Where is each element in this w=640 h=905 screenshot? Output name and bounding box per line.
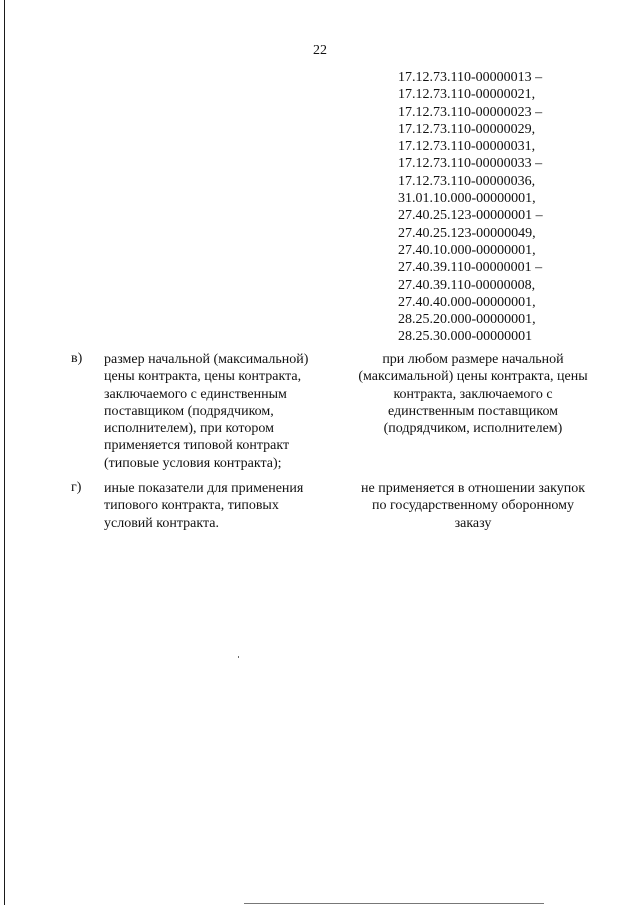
product-code: 27.40.10.000-00000001, (398, 242, 536, 258)
page-number: 22 (313, 43, 327, 58)
product-code: 17.12.73.110-00000036, (398, 173, 536, 189)
value-line: (подрядчиком, исполнителем) (383, 421, 563, 437)
value-line: заказу (454, 515, 492, 531)
criterion-line: размер начальной (максимальной) (104, 352, 309, 367)
criterion-line: заключаемого с единственным (104, 386, 287, 402)
scan-speck (238, 656, 239, 658)
criterion-line: применяется типовой контракт (104, 438, 290, 454)
item-v-criterion (104, 351, 334, 472)
item-g-marker: г) (71, 480, 82, 495)
product-code: 27.40.39.110-00000008, (398, 277, 536, 293)
product-code: 31.01.10.000-00000001, (398, 191, 536, 207)
criterion-line: типового контракта, типовых (104, 498, 279, 514)
value-line: контракта, заключаемого с (393, 386, 553, 402)
product-code: 27.40.25.123-00000001 – (398, 208, 543, 224)
criterion-line: поставщиком (подрядчиком, (104, 403, 274, 419)
item-g-criterion (104, 480, 334, 532)
criterion-line: (типовые условия контракта); (104, 455, 282, 471)
product-code-list (398, 69, 543, 346)
product-code: 17.12.73.110-00000013 – (398, 70, 543, 85)
item-v-marker: в) (71, 351, 83, 366)
value-line: (максимальной) цены контракта, цены (358, 369, 588, 385)
value-line: при любом размере начальной (382, 352, 564, 367)
product-code: 27.40.25.123-00000049, (398, 225, 536, 241)
product-code: 17.12.73.110-00000031, (398, 139, 536, 155)
criterion-line: иные показатели для применения (104, 481, 304, 496)
value-line: не применяется в отношении закупок (361, 481, 585, 496)
criterion-line: условий контракта. (104, 515, 220, 531)
product-code: 27.40.39.110-00000001 – (398, 260, 543, 276)
product-code: 28.25.20.000-00000001, (398, 312, 536, 328)
product-code: 17.12.73.110-00000021, (398, 87, 536, 103)
value-line: по государственному оборонному (371, 498, 575, 514)
criterion-line: цены контракта, цены контракта, (104, 369, 302, 385)
value-line: единственным поставщиком (387, 403, 559, 419)
scan-edge (4, 0, 5, 905)
product-code: 17.12.73.110-00000029, (398, 121, 536, 137)
item-v-value (344, 351, 602, 437)
criterion-line: исполнителем), при котором (104, 421, 274, 437)
scan-bottom-edge (244, 903, 544, 904)
product-code: 17.12.73.110-00000023 – (398, 104, 543, 120)
product-code: 27.40.40.000-00000001, (398, 294, 536, 310)
product-code: 28.25.30.000-00000001 (398, 329, 533, 345)
item-g-value (344, 480, 602, 532)
product-code: 17.12.73.110-00000033 – (398, 156, 543, 172)
